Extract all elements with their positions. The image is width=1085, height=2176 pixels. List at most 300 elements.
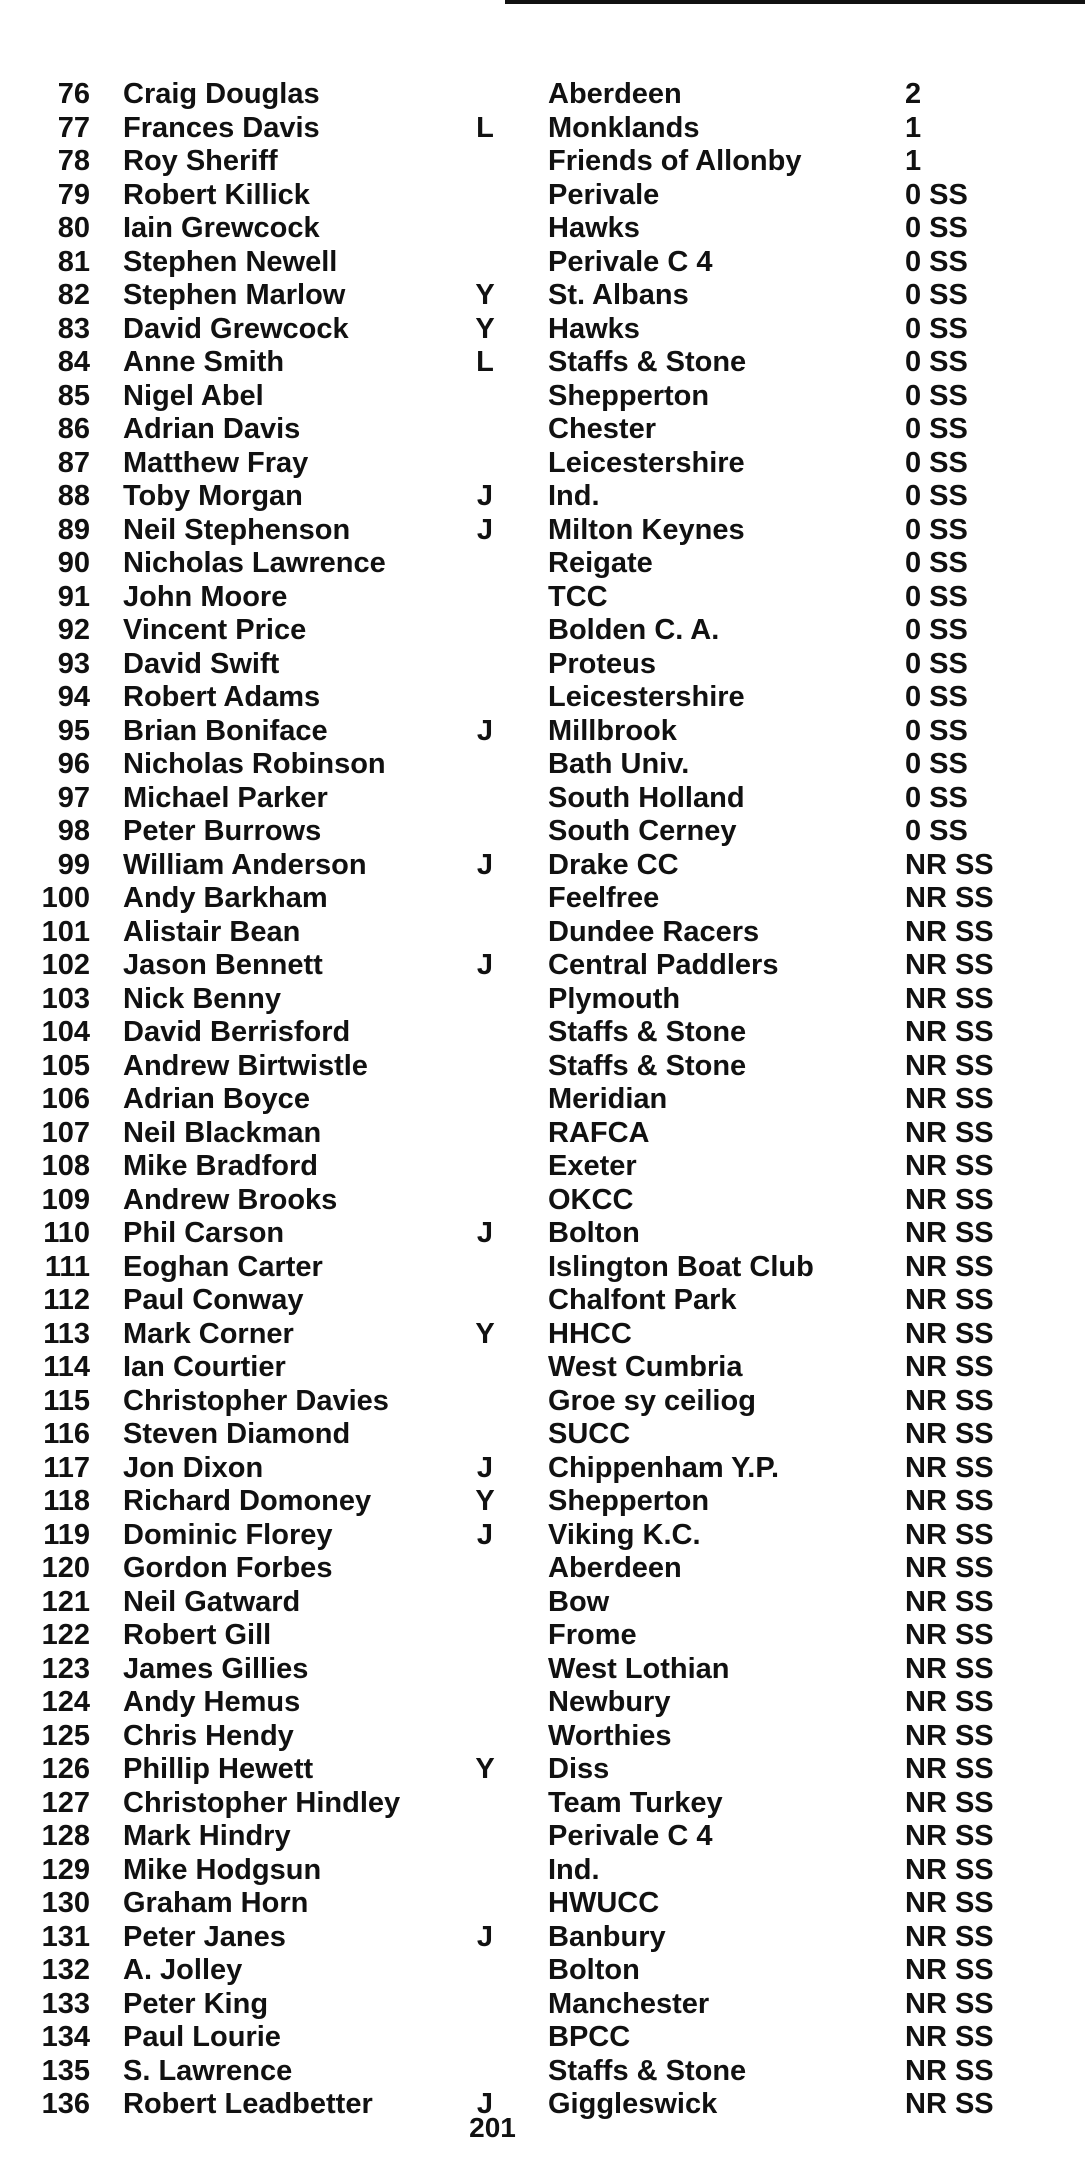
- position-number: 119: [43, 1518, 90, 1551]
- competitor-name: Mike Hodgsun: [123, 1853, 322, 1886]
- position-number: 124: [41, 1686, 90, 1718]
- competitor-name: Christopher Hindley: [123, 1786, 401, 1819]
- competitor-name: Andy Hemus: [123, 1686, 301, 1718]
- club-name: South Cerney: [548, 815, 737, 847]
- result-row: [0, 882, 1085, 916]
- position-number: 129: [41, 1853, 90, 1886]
- position-number: 77: [57, 111, 90, 144]
- result-value: 0 SS: [905, 312, 968, 345]
- result-value: NR SS: [905, 1552, 994, 1584]
- result-value: 1: [905, 111, 922, 144]
- position-number: 103: [41, 982, 90, 1015]
- position-number: 105: [41, 1049, 90, 1082]
- position-number: 100: [41, 882, 90, 914]
- result-value: NR SS: [905, 1150, 994, 1182]
- club-name: Hawks: [548, 312, 640, 345]
- position-number: 106: [41, 1083, 90, 1115]
- competitor-name: Anne Smith: [123, 346, 285, 378]
- result-row: [0, 1720, 1085, 1754]
- result-value: NR SS: [905, 2054, 994, 2087]
- category-code: J: [476, 2088, 494, 2120]
- result-row: [0, 1552, 1085, 1586]
- result-row: [0, 1753, 1085, 1787]
- club-name: Dundee Racers: [548, 915, 760, 948]
- competitor-name: Ian Courtier: [123, 1351, 286, 1383]
- result-value: 0 SS: [905, 245, 968, 278]
- club-name: Newbury: [548, 1686, 671, 1718]
- result-row: [0, 1117, 1085, 1151]
- competitor-name: Stephen Marlow: [123, 279, 346, 311]
- competitor-name: Stephen Newell: [123, 245, 338, 278]
- competitor-name: Robert Gill: [123, 1619, 272, 1651]
- club-name: Perivale C 4: [548, 1820, 713, 1852]
- result-value: 0 SS: [905, 413, 968, 445]
- position-number: 136: [41, 2088, 90, 2120]
- position-number: 111: [44, 1250, 90, 1283]
- position-number: 109: [41, 1183, 90, 1216]
- result-value: NR SS: [905, 1284, 994, 1316]
- position-number: 122: [41, 1619, 90, 1651]
- competitor-name: Roy Sheriff: [123, 145, 278, 177]
- competitor-name: Peter Janes: [123, 1920, 286, 1953]
- position-number: 79: [57, 178, 90, 211]
- position-number: 108: [41, 1150, 90, 1182]
- result-row: [0, 748, 1085, 782]
- result-value: NR SS: [905, 1753, 994, 1785]
- competitor-name: Adrian Davis: [123, 413, 301, 445]
- club-name: South Holland: [548, 781, 745, 814]
- result-row: [0, 715, 1085, 749]
- result-value: 0 SS: [905, 580, 968, 613]
- result-row: [0, 246, 1085, 280]
- competitor-name: John Moore: [123, 580, 288, 613]
- result-value: 0 SS: [905, 513, 968, 546]
- result-row: [0, 179, 1085, 213]
- competitor-name: Phillip Hewett: [123, 1753, 314, 1785]
- result-row: [0, 2021, 1085, 2055]
- position-number: 96: [57, 748, 90, 780]
- competitor-name: Toby Morgan: [123, 480, 303, 512]
- result-value: NR SS: [905, 1317, 994, 1350]
- club-name: HHCC: [548, 1317, 632, 1350]
- competitor-name: Andrew Birtwistle: [123, 1049, 368, 1082]
- club-name: Team Turkey: [548, 1786, 723, 1819]
- result-row: [0, 1418, 1085, 1452]
- result-value: 0 SS: [905, 379, 968, 412]
- competitor-name: Robert Killick: [123, 178, 310, 211]
- competitor-name: Gordon Forbes: [123, 1552, 333, 1584]
- position-number: 81: [57, 245, 90, 278]
- position-number: 85: [57, 379, 90, 412]
- position-number: 99: [57, 848, 90, 881]
- position-number: 86: [57, 413, 90, 445]
- category-code: Y: [475, 1485, 495, 1517]
- result-row: [0, 849, 1085, 883]
- club-name: Shepperton: [548, 379, 710, 412]
- result-row: [0, 1887, 1085, 1921]
- category-code: L: [476, 111, 494, 144]
- result-row: [0, 1485, 1085, 1519]
- result-value: NR SS: [905, 1686, 994, 1718]
- result-value: NR SS: [905, 1585, 994, 1618]
- competitor-name: Christopher Davies: [123, 1384, 389, 1417]
- competitor-name: Andrew Brooks: [123, 1183, 338, 1216]
- competitor-name: William Anderson: [123, 848, 367, 881]
- result-row: [0, 916, 1085, 950]
- position-number: 94: [57, 681, 90, 713]
- club-name: St. Albans: [548, 279, 689, 311]
- position-number: 78: [57, 145, 90, 177]
- position-number: 115: [43, 1384, 90, 1417]
- position-number: 80: [57, 212, 90, 244]
- competitor-name: Peter Burrows: [123, 815, 322, 847]
- club-name: Feelfree: [548, 882, 660, 914]
- result-value: NR SS: [905, 1083, 994, 1115]
- club-name: Perivale: [548, 178, 660, 211]
- club-name: SUCC: [548, 1418, 631, 1450]
- competitor-name: Mike Bradford: [123, 1150, 318, 1182]
- club-name: Chippenham Y.P.: [548, 1451, 779, 1484]
- result-value: NR SS: [905, 1049, 994, 1082]
- result-row: [0, 547, 1085, 581]
- result-value: NR SS: [905, 1116, 994, 1149]
- result-value: 0 SS: [905, 781, 968, 814]
- result-row: [0, 1184, 1085, 1218]
- result-value: 1: [905, 145, 922, 177]
- result-value: NR SS: [905, 915, 994, 948]
- category-code: J: [476, 714, 494, 747]
- result-value: NR SS: [905, 1853, 994, 1886]
- result-row: [0, 279, 1085, 313]
- club-name: Bath Univ.: [548, 748, 690, 780]
- club-name: Ind.: [548, 1853, 600, 1886]
- club-name: Aberdeen: [548, 1552, 682, 1584]
- competitor-name: James Gillies: [123, 1652, 309, 1685]
- category-code: Y: [475, 1753, 495, 1785]
- position-number: 83: [57, 312, 90, 345]
- category-code: Y: [475, 279, 495, 311]
- position-number: 102: [41, 949, 90, 981]
- competitor-name: Iain Grewcock: [123, 212, 320, 244]
- club-name: Diss: [548, 1753, 610, 1785]
- club-name: Worthies: [548, 1719, 672, 1752]
- result-value: 0 SS: [905, 346, 968, 378]
- club-name: RAFCA: [548, 1116, 650, 1149]
- result-value: NR SS: [905, 1719, 994, 1752]
- result-value: NR SS: [905, 1820, 994, 1852]
- result-value: NR SS: [905, 1451, 994, 1484]
- club-name: Leicestershire: [548, 446, 745, 479]
- club-name: Bolden C. A.: [548, 614, 720, 646]
- result-value: NR SS: [905, 1351, 994, 1383]
- result-row: [0, 145, 1085, 179]
- result-row: [0, 1653, 1085, 1687]
- club-name: TCC: [548, 580, 608, 613]
- position-number: 91: [57, 580, 90, 613]
- result-row: [0, 212, 1085, 246]
- club-name: Groe sy ceiliog: [548, 1384, 756, 1417]
- result-row: [0, 380, 1085, 414]
- position-number: 93: [57, 647, 90, 680]
- result-row: [0, 983, 1085, 1017]
- category-code: J: [476, 1920, 494, 1953]
- result-value: 2: [905, 78, 922, 110]
- position-number: 110: [43, 1217, 90, 1249]
- competitor-name: Brian Boniface: [123, 714, 328, 747]
- competitor-name: A. Jolley: [123, 1954, 243, 1986]
- position-number: 116: [43, 1418, 90, 1450]
- competitor-name: Jason Bennett: [123, 949, 323, 981]
- position-number: 117: [43, 1451, 90, 1484]
- result-value: NR SS: [905, 1619, 994, 1651]
- club-name: Perivale C 4: [548, 245, 713, 278]
- position-number: 82: [57, 279, 90, 311]
- result-row: [0, 1150, 1085, 1184]
- result-value: 0 SS: [905, 647, 968, 680]
- competitor-name: Eoghan Carter: [123, 1250, 323, 1283]
- position-number: 92: [57, 614, 90, 646]
- competitor-name: Robert Adams: [123, 681, 321, 713]
- result-value: NR SS: [905, 1418, 994, 1450]
- result-row: [0, 581, 1085, 615]
- club-name: West Cumbria: [548, 1351, 743, 1383]
- competitor-name: S. Lawrence: [123, 2054, 293, 2087]
- position-number: 121: [41, 1585, 90, 1618]
- result-value: NR SS: [905, 1920, 994, 1953]
- position-number: 84: [57, 346, 90, 378]
- result-value: 0 SS: [905, 212, 968, 244]
- result-row: [0, 1921, 1085, 1955]
- club-name: West Lothian: [548, 1652, 730, 1685]
- position-number: 133: [41, 1987, 90, 2020]
- club-name: Staffs & Stone: [548, 1016, 747, 1048]
- competitor-name: Nigel Abel: [123, 379, 264, 412]
- position-number: 114: [43, 1351, 90, 1383]
- position-number: 126: [41, 1753, 90, 1785]
- position-number: 112: [43, 1284, 90, 1316]
- result-value: NR SS: [905, 1786, 994, 1819]
- competitor-name: Adrian Boyce: [123, 1083, 310, 1115]
- category-code: L: [476, 346, 494, 378]
- club-name: HWUCC: [548, 1887, 660, 1919]
- club-name: Proteus: [548, 647, 656, 680]
- category-code: J: [476, 1518, 494, 1551]
- competitor-name: Nicholas Lawrence: [123, 547, 386, 579]
- competitor-name: Neil Blackman: [123, 1116, 322, 1149]
- competitor-name: Richard Domoney: [123, 1485, 372, 1517]
- result-value: 0 SS: [905, 446, 968, 479]
- result-row: [0, 1318, 1085, 1352]
- result-row: [0, 648, 1085, 682]
- result-row: [0, 1217, 1085, 1251]
- position-number: 89: [57, 513, 90, 546]
- club-name: Bow: [548, 1585, 610, 1618]
- club-name: Milton Keynes: [548, 513, 745, 546]
- competitor-name: Neil Stephenson: [123, 513, 351, 546]
- club-name: Friends of Allonby: [548, 145, 802, 177]
- result-value: 0 SS: [905, 681, 968, 713]
- position-number: 130: [41, 1887, 90, 1919]
- position-number: 131: [41, 1920, 90, 1953]
- result-row: [0, 2055, 1085, 2089]
- club-name: Banbury: [548, 1920, 666, 1953]
- result-value: NR SS: [905, 1183, 994, 1216]
- club-name: BPCC: [548, 2021, 631, 2053]
- club-name: Reigate: [548, 547, 653, 579]
- competitor-name: Andy Barkham: [123, 882, 328, 914]
- result-value: NR SS: [905, 1016, 994, 1048]
- club-name: Ind.: [548, 480, 600, 512]
- club-name: Islington Boat Club: [548, 1250, 814, 1283]
- result-value: NR SS: [905, 1987, 994, 2020]
- competitor-name: Nicholas Robinson: [123, 748, 386, 780]
- competitor-name: Steven Diamond: [123, 1418, 351, 1450]
- position-number: 95: [57, 714, 90, 747]
- position-number: 87: [57, 446, 90, 479]
- result-row: [0, 1854, 1085, 1888]
- result-row: [0, 614, 1085, 648]
- result-row: [0, 1586, 1085, 1620]
- result-row: [0, 949, 1085, 983]
- result-value: NR SS: [905, 1518, 994, 1551]
- result-row: [0, 782, 1085, 816]
- position-number: 98: [57, 815, 90, 847]
- club-name: Hawks: [548, 212, 640, 244]
- competitor-name: Paul Lourie: [123, 2021, 281, 2053]
- position-number: 127: [41, 1786, 90, 1819]
- competitor-name: Frances Davis: [123, 111, 320, 144]
- club-name: Exeter: [548, 1150, 637, 1182]
- position-number: 113: [43, 1317, 90, 1350]
- club-name: Staffs & Stone: [548, 2054, 747, 2087]
- club-name: Bolton: [548, 1954, 640, 1986]
- result-row: [0, 1016, 1085, 1050]
- club-name: Monklands: [548, 111, 700, 144]
- competitor-name: Jon Dixon: [123, 1451, 264, 1484]
- result-value: 0 SS: [905, 480, 968, 512]
- competitor-name: Craig Douglas: [123, 78, 320, 110]
- result-row: [0, 1954, 1085, 1988]
- competitor-name: Dominic Florey: [123, 1518, 333, 1551]
- result-value: NR SS: [905, 1250, 994, 1283]
- result-value: NR SS: [905, 982, 994, 1015]
- position-number: 134: [41, 2021, 90, 2053]
- category-code: J: [476, 513, 494, 546]
- result-row: [0, 413, 1085, 447]
- club-name: Frome: [548, 1619, 637, 1651]
- result-row: [0, 681, 1085, 715]
- position-number: 107: [41, 1116, 90, 1149]
- result-row: [0, 1284, 1085, 1318]
- competitor-name: Chris Hendy: [123, 1719, 294, 1752]
- position-number: 104: [41, 1016, 90, 1048]
- category-code: Y: [475, 1317, 495, 1350]
- position-number: 101: [41, 915, 90, 948]
- competitor-name: Vincent Price: [123, 614, 307, 646]
- result-value: 0 SS: [905, 279, 968, 311]
- result-row: [0, 1988, 1085, 2022]
- club-name: Shepperton: [548, 1485, 710, 1517]
- club-name: Chester: [548, 413, 656, 445]
- club-name: Leicestershire: [548, 681, 745, 713]
- result-value: 0 SS: [905, 748, 968, 780]
- club-name: Bolton: [548, 1217, 640, 1249]
- result-value: NR SS: [905, 1485, 994, 1517]
- category-code: J: [476, 1451, 494, 1484]
- result-row: [0, 1351, 1085, 1385]
- club-name: Aberdeen: [548, 78, 682, 110]
- club-name: Staffs & Stone: [548, 1049, 747, 1082]
- competitor-name: Matthew Fray: [123, 446, 309, 479]
- result-row: [0, 480, 1085, 514]
- position-number: 132: [41, 1954, 90, 1986]
- result-value: 0 SS: [905, 815, 968, 847]
- position-number: 90: [57, 547, 90, 579]
- result-row: [0, 447, 1085, 481]
- club-name: Central Paddlers: [548, 949, 779, 981]
- competitor-name: David Berrisford: [123, 1016, 351, 1048]
- competitor-name: Paul Conway: [123, 1284, 304, 1316]
- position-number: 76: [57, 78, 90, 110]
- result-row: [0, 1519, 1085, 1553]
- club-name: Viking K.C.: [548, 1518, 701, 1551]
- club-name: Plymouth: [548, 982, 681, 1015]
- position-number: 97: [57, 781, 90, 814]
- competitor-name: Mark Hindry: [123, 1820, 291, 1852]
- competitor-name: Mark Corner: [123, 1317, 294, 1350]
- result-row: [0, 346, 1085, 380]
- result-row: [0, 1619, 1085, 1653]
- club-name: Millbrook: [548, 714, 677, 747]
- competitor-name: David Grewcock: [123, 312, 349, 345]
- position-number: 120: [41, 1552, 90, 1584]
- page-number: 201: [469, 2112, 516, 2143]
- result-value: NR SS: [905, 882, 994, 914]
- result-row: [0, 1251, 1085, 1285]
- result-row: [0, 514, 1085, 548]
- competitor-name: Michael Parker: [123, 781, 328, 814]
- result-value: 0 SS: [905, 547, 968, 579]
- competitor-name: Robert Leadbetter: [123, 2088, 373, 2120]
- competitor-name: Nick Benny: [123, 982, 281, 1015]
- result-row: [0, 1686, 1085, 1720]
- result-row: [0, 1385, 1085, 1419]
- competitor-name: Graham Horn: [123, 1887, 309, 1919]
- result-row: [0, 815, 1085, 849]
- position-number: 128: [41, 1820, 90, 1852]
- result-value: NR SS: [905, 1652, 994, 1685]
- competitor-name: David Swift: [123, 647, 280, 680]
- result-row: [0, 1083, 1085, 1117]
- position-number: 125: [41, 1719, 90, 1752]
- competitor-name: Phil Carson: [123, 1217, 285, 1249]
- position-number: 118: [43, 1485, 90, 1517]
- club-name: Drake CC: [548, 848, 679, 881]
- result-value: NR SS: [905, 1954, 994, 1986]
- position-number: 123: [41, 1652, 90, 1685]
- category-code: J: [476, 480, 494, 512]
- category-code: J: [476, 848, 494, 881]
- club-name: Meridian: [548, 1083, 668, 1115]
- results-list: [0, 78, 1085, 2122]
- result-value: 0 SS: [905, 714, 968, 747]
- club-name: Giggleswick: [548, 2088, 718, 2120]
- result-value: NR SS: [905, 1384, 994, 1417]
- result-row: [0, 1820, 1085, 1854]
- result-row: [0, 1452, 1085, 1486]
- position-number: 135: [41, 2054, 90, 2087]
- result-value: 0 SS: [905, 614, 968, 646]
